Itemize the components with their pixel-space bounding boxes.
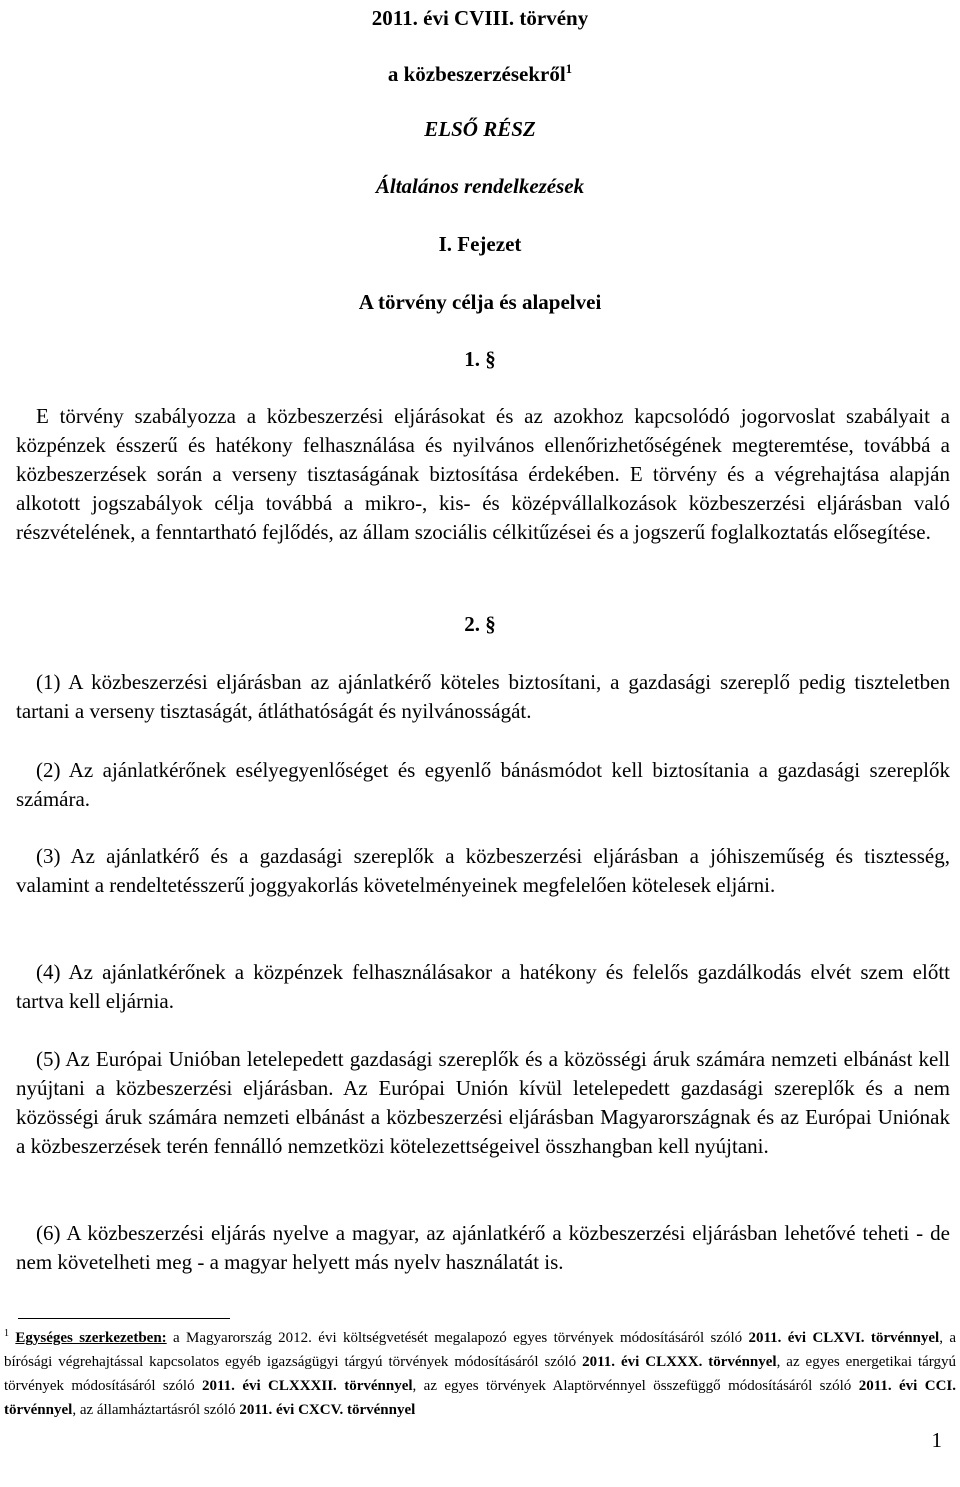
section-2-number: 2.: [464, 612, 480, 636]
law-subject: [0, 62, 960, 87]
paragraph-text: (2) Az ajánlatkérőnek esélyegyenlőséget és egyenlő bánásmódot kell biztosítania a gazdasági szereplők számára.: [16, 758, 950, 811]
paragraph-text: (3) Az ajánlatkérő és a gazdasági szereplők a közbeszerzési eljárásban a jóhiszeműség és tisztesség, valamint a rendeltetésszerű joggyakorlás követelményeinek megfelelően kötelesek eljárni.: [16, 844, 950, 897]
footnote-text: , a bírósági végrehajtással kapcsolatos egyéb igazságügyi tárgyú törvények módosításáról szóló: [4, 1330, 956, 1370]
section-1-number: 1.: [464, 347, 480, 371]
footnote-law-ref: 2011. évi CLXXXII. törvénnyel: [202, 1378, 413, 1394]
footnote-ref: 1: [565, 61, 573, 76]
footnote-law-ref: 2011. évi CCI. törvénnyel: [4, 1378, 957, 1418]
section-2-heading: [0, 612, 960, 637]
footnote-text: , az egyes törvények Alaptörvénnyel összefüggő módosításáról szóló: [412, 1378, 859, 1394]
section-1-heading: [0, 347, 960, 372]
section-2-paragraph-2: [16, 756, 950, 814]
footnote-law-ref: 2011. évi CLXXX. törvénnyel: [582, 1354, 777, 1370]
footnote: [4, 1326, 956, 1422]
paragraph-text: (5) Az Európai Unióban letelepedett gazdasági szereplők és a közösségi áruk számára nemzeti elbánást kell nyújtani a közbeszerzési eljárásban. Az Európai Unión kívül letelepedett gazdasági szereplők és a nem közösségi áruk számára nemzeti elbánást a közbeszerzési eljárásban Magyarországnak és az Európai Uniónak a közbeszerzések terén fennálló nemzetközi kötelezettségeivel összhangban kell nyújtani.: [16, 1047, 950, 1158]
footnote-text: , az államháztartásról szóló: [72, 1402, 240, 1418]
footnote-law-ref: 2011. évi CXCV. törvénnyel: [239, 1402, 416, 1418]
footnote-text: , az egyes energetikai tárgyú törvények módosításáról szóló: [4, 1354, 957, 1394]
law-title: 2011. évi CVIII. törvény: [371, 6, 589, 30]
paragraph-text: (1) A közbeszerzési eljárásban az ajánlatkérő köteles biztosítani, a gazdasági szereplő pedig tiszteletben tartani a verseny tisztaságát, átláthatóságát és nyilvánosságát.: [16, 670, 950, 723]
footnote-law-ref: 2011. évi CLXVI. törvénnyel: [748, 1330, 940, 1346]
footnote-separator: [18, 1318, 230, 1319]
part-title: Általános rendelkezések: [375, 174, 585, 198]
chapter-title: A törvény célja és alapelvei: [358, 290, 602, 314]
section-1-text: [16, 402, 950, 547]
section-2-paragraph-5: [16, 1045, 950, 1161]
paragraph-text: (4) Az ajánlatkérőnek a közpénzek felhasználásakor a hatékony és felelős gazdálkodás elvét szem előtt tartva kell eljárnia.: [16, 960, 950, 1013]
section-2-paragraph-6: [16, 1219, 950, 1277]
section-symbol: §: [485, 347, 496, 371]
footnote-text: a Magyarország 2012. évi költségvetését megalapozó egyes törvények módosításáról szóló: [166, 1330, 749, 1346]
paragraph-text: (6) A közbeszerzési eljárás nyelve a magyar, az ajánlatkérő a közbeszerzési eljárásban lehetővé teheti - de nem követelheti meg - a magyar helyett más nyelv használatát is.: [16, 1221, 950, 1274]
footnote-number: 1: [4, 1328, 9, 1339]
section-symbol: §: [485, 612, 496, 636]
chapter-heading: I. Fejezet: [438, 232, 522, 256]
section-2-paragraph-4: [16, 958, 950, 1016]
part-heading: ELSŐ RÉSZ: [424, 117, 536, 141]
footnote-lead: Egységes szerkezetben:: [15, 1330, 167, 1346]
section-1-body: E törvény szabályozza a közbeszerzési eljárásokat és az azokhoz kapcsolódó jogorvoslat szabályait a közpénzek ésszerű és hatékony felhasználása és nyilvános ellenőrizhetőségének megteremtése, továbbá a közbeszerzések során a verseny tisztaságának biztosítása érdekében. E törvény és a végrehajtása alapján alkotott jogszabályok célja továbbá a mikro-, kis- és középvállalkozások közbeszerzési eljárásban való részvételének, a fenntartható fejlődés, az állam szociális célkitűzései és a jogszerű foglalkoztatás elősegítése.: [16, 404, 950, 544]
law-subject-text: a közbeszerzésekről: [387, 62, 566, 86]
section-2-paragraph-1: [16, 668, 950, 726]
section-2-paragraph-3: [16, 842, 950, 900]
page-number: 1: [931, 1428, 942, 1452]
